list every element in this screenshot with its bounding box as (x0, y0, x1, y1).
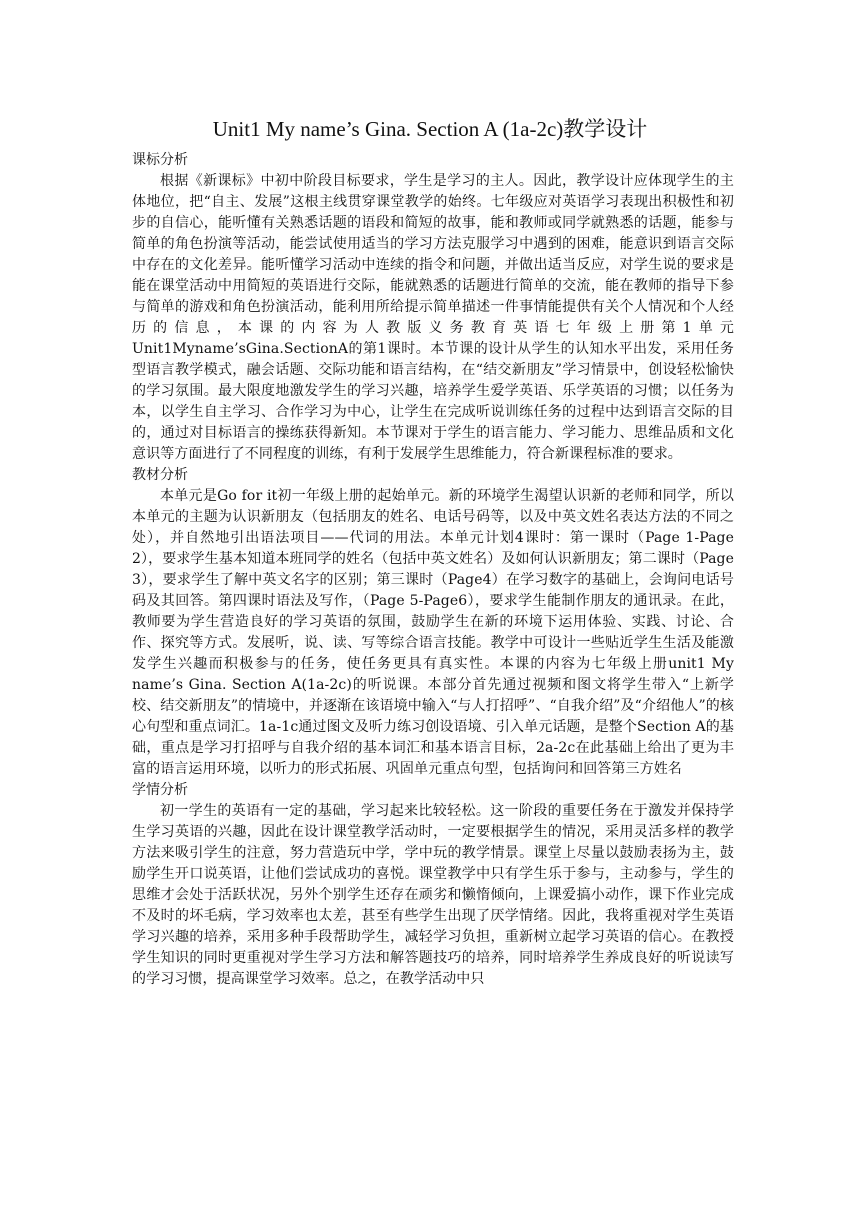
section-paragraph: 根据《新课标》中初中阶段目标要求，学生是学习的主人。因此，教学设计应体现学生的主体地位，把“自主、发展”这根主线贯穿课堂教学的始终。七年级应对英语学习表现出积极性和初步的自信心，能听懂有关熟悉话题的语段和简短的故事，能和教师或同学就熟悉的话题，能参与简单的角色扮演等活动，能尝试使用适当的学习方法克服学习中遇到的困难，能意识到语言交际中存在的文化差异。能听懂学习活动中连续的指令和问题，并做出适当反应，对学生说的要求是能在课堂活动中用简短的英语进行交际，能就熟悉的话题进行简单的交流，能在教师的指导下参与简单的游戏和角色扮演活动，能利用所给提示简单描述一件事情能提供有关个人情况和个人经历的信息，本课的内容为人教版义务教育英语七年级上册第1单元Unit1Myname’sGina.SectionA的第1课时。本节课的设计从学生的认知水平出发，采用任务型语言教学模式，融会话题、交际功能和语言结构，在“结交新朋友”学习情景中，创设轻松愉快的学习氛围。最大限度地激发学生的学习兴趣，培养学生爱学英语、乐学英语的习惯；以任务为本，以学生自主学习、合作学习为中心，让学生在完成听说训练任务的过程中达到语言交际的目的，通过对目标语言的操练获得新知。本节课对于学生的语言能力、学习能力、思维品质和文化意识等方面进行了不同程度的训练，有利于发展学生思维能力，符合新课程标准的要求。 (132, 173, 734, 462)
section-heading: 学情分析 (132, 782, 188, 798)
section-heading: 课标分析 (132, 152, 188, 168)
section-paragraph: 本单元是Go for it初一年级上册的起始单元。新的环境学生渴望认识新的老师和同学，所以本单元的主题为认识新朋友（包括朋友的姓名、电话号码等，以及中英文姓名表达方法的不同之处），并自然地引出语法项目——代词的用法。本单元计划4课时：第一课时（Page 1-Page 2），要求学生基本知道本班同学的姓名（包括中英文姓名）及如何认识新朋友；第二课时（Page 3），要求学生了解中英文名字的区别；第三课时（Page4）在学习数字的基础上，会询问电话号码及其回答。第四课时语法及写作，（Page 5-Page6），要求学生能制作朋友的通讯录。在此，教师要为学生营造良好的学习英语的氛围，鼓励学生在新的环境下运用体验、实践、讨论、合作、探究等方式。发展听，说、读、写等综合语言技能。教学中可设计一些贴近学生生活及能激发学生兴趣而积极参与的任务，使任务更具有真实性。本课的内容为七年级上册unit1 My name’s Gina. Section A(1a-2c)的听说课。本部分首先通过视频和图文将学生带入“上新学校、结交新朋友”的情境中，并逐渐在该语境中输入“与人打招呼”、“自我介绍”及“介绍他人”的核心句型和重点词汇。1a-1c通过图文及听力练习创设语境、引入单元话题，是整个Section A的基础，重点是学习打招呼与自我介绍的基本词汇和基本语言目标，2a-2c在此基础上给出了更为丰富的语言运用环境，以听力的形式拓展、巩固单元重点句型，包括询问和回答第三方姓名 (132, 488, 734, 777)
section-textbook-analysis (132, 465, 734, 780)
document-title: Unit1 My name’s Gina. Section A (1a-2c)教学设计 (212, 117, 648, 141)
section-heading: 教材分析 (132, 467, 188, 483)
document-body (132, 150, 734, 990)
section-curriculum-analysis (132, 150, 734, 465)
section-paragraph: 初一学生的英语有一定的基础，学习起来比较轻松。这一阶段的重要任务在于激发并保持学生学习英语的兴趣，因此在设计课堂教学活动时，一定要根据学生的情况，采用灵活多样的教学方法来吸引学生的注意，努力营造玩中学，学中玩的教学情景。课堂上尽量以鼓励表扬为主，鼓励学生开口说英语，让他们尝试成功的喜悦。课堂教学中只有学生乐于参与，主动参与，学生的思维才会处于活跃状况，另外个别学生还存在顽劣和懒惰倾向，上课爱搞小动作，课下作业完成不及时的坏毛病，学习效率也太差，甚至有些学生出现了厌学情绪。因此，我将重视对学生英语学习兴趣的培养，采用多种手段帮助学生，减轻学习负担，重新树立起学习英语的信心。在教授学生知识的同时更重视对学生学习方法和解答题技巧的培养，同时培养学生养成良好的听说读写的学习习惯，提高课堂学习效率。总之，在教学活动中只 (132, 803, 734, 987)
section-student-analysis (132, 780, 734, 990)
